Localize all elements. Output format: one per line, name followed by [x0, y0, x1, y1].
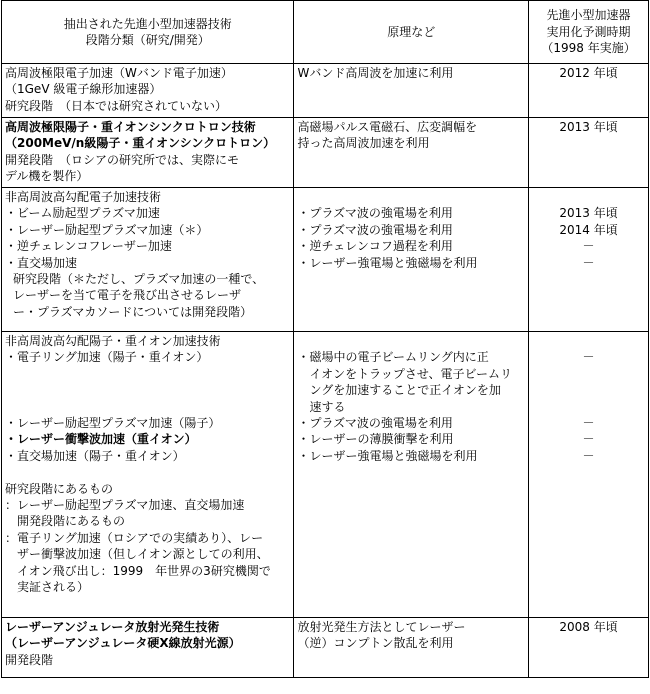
cell-line: イオン飛び出し：1999 年世界の3研究機関で [17, 563, 271, 578]
cell-line: 研究段階（＊ただし、プラズマ加速の一種で、 [13, 272, 265, 287]
cell-line: ・レーザー強電場と強磁場を利用 [297, 448, 478, 463]
cell-line: ・プラズマ波の強電場を利用 [297, 222, 453, 237]
cell-line: （1GeV 級電子線形加速器） [5, 82, 162, 97]
cell-line: ・ビーム励起型プラズマ加速 [5, 206, 160, 221]
cell-line: 高磁場パルス電磁石、広変調幅を [297, 120, 478, 134]
technology-cell [2, 188, 294, 332]
cell-line: ・プラズマ波の強電場を利用 [297, 206, 453, 221]
header-col3-line2: 実用化予測時期 [546, 24, 631, 39]
cell-gap [532, 399, 645, 415]
cell-line: ・逆チェレンコフ過程を利用 [297, 239, 453, 254]
cell-line-bold: （レーザーアンジュレータ硬X線放射光源） [5, 636, 241, 651]
table-row [2, 188, 649, 332]
table-row [2, 332, 649, 618]
cell-line: ザー衝撃波加速（但しイオン源としての利用、 [17, 547, 269, 562]
header-forecast [529, 1, 649, 64]
cell-line: デル機を製作） [5, 169, 89, 184]
header-col2: 原理など [387, 24, 436, 39]
cell-line-bold: （200MeV/n級陽子・重イオンシンクロトロン） [5, 136, 276, 151]
cell-gap [532, 382, 645, 398]
cell-line: 2013 年頃 [559, 120, 618, 134]
cell-line: 持った高周波加速を利用 [297, 136, 430, 151]
cell-line: （逆）コンプトン散乱を利用 [297, 636, 454, 651]
table-row [2, 618, 649, 678]
header-col1-line2: 段階分類（研究/開発） [85, 33, 210, 47]
cell-gap [5, 464, 290, 480]
forecast-cell [529, 332, 649, 618]
cell-line: ・レーザー励起型プラズマ加速（陽子） [5, 415, 221, 430]
cell-line-bold: 高周波極限陽子・重イオンシンクロトロン技術 [5, 120, 256, 134]
cell-line: － [582, 350, 595, 365]
cell-line: 2014 年頃 [559, 222, 618, 237]
table-row [2, 118, 649, 188]
cell-gap [532, 189, 645, 205]
principle-cell [294, 188, 529, 332]
cell-line: － [582, 448, 595, 463]
cell-line: 速する [309, 399, 346, 414]
header-technology [2, 1, 294, 64]
table-row [2, 64, 649, 118]
cell-line: 研究段階にあるもの [5, 481, 114, 496]
cell-gap [532, 333, 645, 349]
principle-cell [294, 618, 529, 678]
cell-line: 非高周波高勾配陽子・重イオン加速技術 [5, 334, 221, 348]
cell-line-bold: ・レーザー衝撃波加速（重イオン） [5, 432, 197, 447]
header-principle [294, 1, 529, 64]
cell-line-bold: レーザーアンジュレータ放射光発生技術 [5, 620, 220, 634]
cell-line: 実証される） [17, 580, 90, 595]
cell-line: ・直交場加速（陽子・重イオン） [5, 448, 185, 463]
cell-line: 2012 年頃 [559, 66, 618, 80]
cell-line: ・レーザーの薄膜衝撃を利用 [297, 432, 454, 447]
cell-line: ・プラズマ波の強電場を利用 [297, 416, 453, 431]
cell-line: ・レーザー強電場と強磁場を利用 [297, 255, 478, 270]
cell-line: － [582, 239, 595, 254]
cell-line: 高周波極限電子加速（Wバンド電子加速） [5, 66, 233, 80]
technology-cell [2, 332, 294, 618]
cell-gap [5, 366, 290, 382]
cell-gap [5, 399, 290, 415]
cell-line: 放射光発生方法としてレーザー [297, 620, 466, 634]
forecast-cell [529, 118, 649, 188]
cell-gap [297, 189, 525, 205]
cell-line: ・電子リング加速（陽子・重イオン） [5, 350, 209, 365]
cell-line: 2013 年頃 [559, 206, 618, 221]
cell-gap [532, 366, 645, 382]
technology-cell [2, 118, 294, 188]
technology-cell [2, 618, 294, 678]
principle-cell [294, 332, 529, 618]
cell-line: Wバンド高周波を加速に利用 [297, 66, 454, 80]
technology-cell [2, 64, 294, 118]
cell-line: レーザーを当て電子を飛び出させるレーザ [13, 288, 242, 303]
cell-line: ・レーザー励起型プラズマ加速（＊） [5, 222, 209, 237]
cell-line: 研究段階 （日本では研究されていない） [5, 98, 228, 113]
cell-line: 開発段階にあるもの [17, 514, 126, 529]
cell-gap [297, 333, 525, 349]
tech-table [1, 0, 649, 678]
cell-line: － [582, 415, 595, 430]
cell-line: ：レーザー励起型プラズマ加速、直交場加速 [5, 498, 245, 512]
cell-line: ・磁場中の電子ビームリング内に正 [297, 350, 489, 365]
cell-line: 2008 年頃 [559, 620, 618, 634]
forecast-cell [529, 188, 649, 332]
cell-line: － [582, 255, 595, 270]
cell-line: 開発段階 [5, 652, 54, 667]
header-col3-line1: 先進小型加速器 [546, 8, 631, 23]
cell-line: － [582, 432, 595, 447]
forecast-cell [529, 618, 649, 678]
cell-line: 非高周波高勾配電子加速技術 [5, 190, 162, 204]
cell-line: イオンをトラップさせ、電子ビームリ [309, 366, 513, 381]
cell-line: ングを加速することで正イオンを加 [309, 383, 501, 398]
forecast-cell [529, 64, 649, 118]
cell-line: 開発段階 （ロシアの研究所では、実際にモ [5, 152, 240, 167]
header-col1-line1: 抽出された先進小型加速器技術 [63, 16, 232, 31]
header-row [2, 1, 649, 64]
cell-gap [5, 382, 290, 398]
principle-cell [294, 118, 529, 188]
cell-line: ・逆チェレンコフレーザー加速 [5, 239, 172, 254]
principle-cell [294, 64, 529, 118]
cell-line: ：電子リング加速（ロシアでの実績あり）、レー [5, 530, 264, 545]
header-col3-line3: （1998 年実施） [541, 41, 636, 56]
cell-line: ー・プラズマカソードについては開発段階） [13, 304, 253, 319]
cell-line: ・直交場加速 [5, 255, 78, 270]
